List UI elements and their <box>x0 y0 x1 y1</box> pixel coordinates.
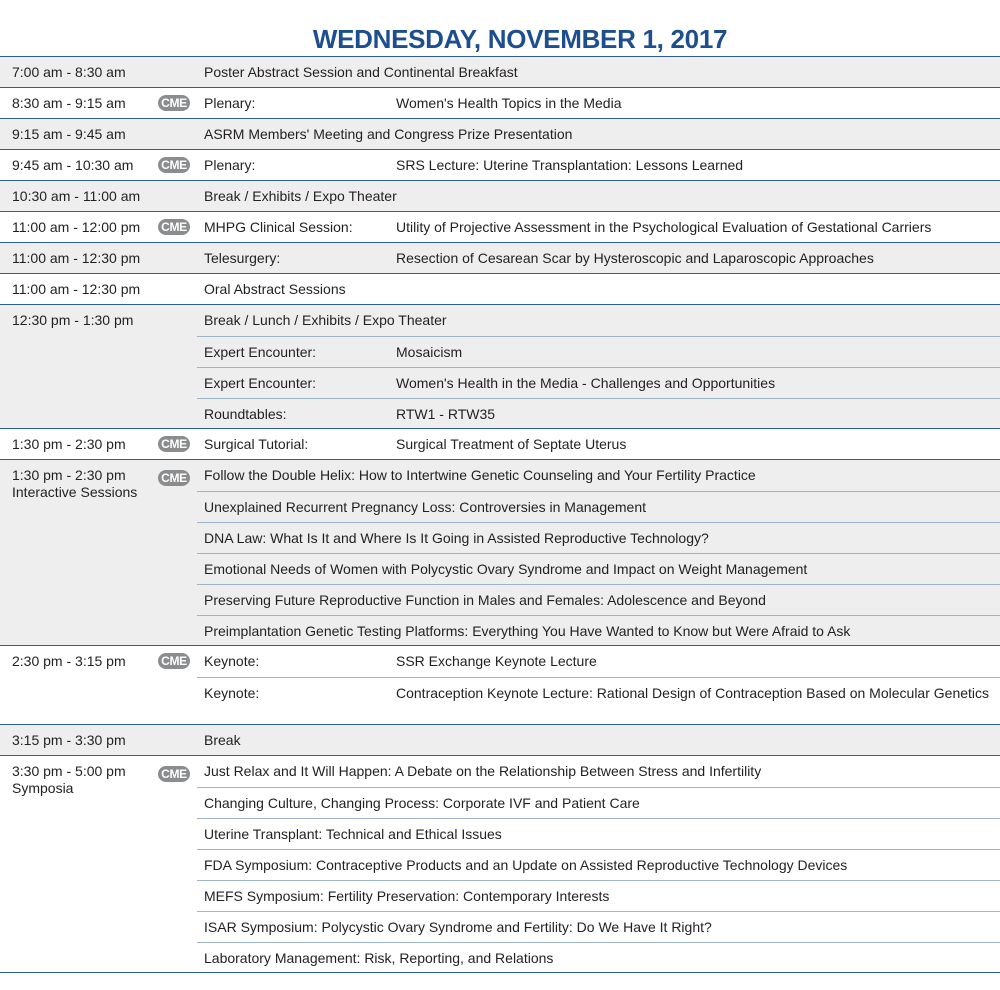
page-title: WEDNESDAY, NOVEMBER 1, 2017 <box>312 24 728 54</box>
time-block <box>0 119 1000 150</box>
session-row <box>0 181 1000 212</box>
session-row <box>197 584 1000 615</box>
session-type: Roundtables: <box>204 406 287 422</box>
session-row <box>0 305 1000 336</box>
session-title: Just Relax and It Will Happen: A Debate on the Relationship Between Stress and Infertility <box>204 763 762 779</box>
time-slot <box>12 188 140 205</box>
session-title: Follow the Double Helix: How to Intertwine Genetic Counseling and Your Fertility Practice <box>204 467 756 483</box>
time-block <box>0 212 1000 243</box>
session-description: Mosaicism <box>396 344 463 360</box>
time-block <box>0 181 1000 212</box>
session-title: Emotional Needs of Women with Polycystic Ovary Syndrome and Impact on Weight Management <box>204 561 808 577</box>
cme-badge: CME <box>158 157 190 173</box>
session-title: FDA Symposium: Contraceptive Products and an Update on Assisted Reproductive Technology Devices <box>204 857 848 873</box>
session-title: Changing Culture, Changing Process: Corporate IVF and Patient Care <box>204 795 640 811</box>
session-row <box>197 942 1000 973</box>
time-slot <box>12 157 133 174</box>
time-range: 2:30 pm - 3:15 pm <box>12 653 126 669</box>
cme-badge: CME <box>158 219 190 235</box>
session-description: Resection of Cesarean Scar by Hysteroscopic and Laparoscopic Approaches <box>396 250 874 266</box>
cme-badge: CME <box>158 436 190 452</box>
session-row <box>197 818 1000 849</box>
session-description: SRS Lecture: Uterine Transplantation: Lessons Learned <box>396 157 744 173</box>
time-slot <box>12 653 126 670</box>
time-range: 1:30 pm - 2:30 pm <box>12 467 126 483</box>
session-title: ISAR Symposium: Polycystic Ovary Syndrome and Fertility: Do We Have It Right? <box>204 919 712 935</box>
time-block <box>0 57 1000 88</box>
time-slot <box>12 64 126 81</box>
session-row <box>197 522 1000 553</box>
session-type: MHPG Clinical Session: <box>204 219 353 235</box>
time-range: 3:30 pm - 5:00 pm <box>12 763 126 779</box>
session-row <box>0 150 1000 181</box>
schedule-table <box>0 56 1000 973</box>
time-range: 1:30 pm - 2:30 pm <box>12 436 126 452</box>
session-row <box>0 57 1000 88</box>
session-row <box>0 460 1000 491</box>
time-range: 11:00 am - 12:30 pm <box>12 250 141 266</box>
session-type: Plenary: <box>204 157 256 173</box>
session-row <box>197 367 1000 398</box>
time-block <box>0 274 1000 305</box>
time-range: 9:45 am - 10:30 am <box>12 157 134 173</box>
time-range: 11:00 am - 12:30 pm <box>12 281 141 297</box>
session-type: Keynote: <box>204 685 260 701</box>
time-slot <box>12 219 140 236</box>
time-slot <box>12 312 133 329</box>
session-description: Women's Health in the Media - Challenges and Opportunities <box>396 375 776 391</box>
session-row <box>0 88 1000 119</box>
cme-badge: CME <box>158 95 190 111</box>
session-type: Expert Encounter: <box>204 344 317 360</box>
session-row <box>197 398 1000 429</box>
session-type: Surgical Tutorial: <box>204 436 309 452</box>
cme-badge: CME <box>158 470 190 486</box>
session-row <box>197 336 1000 367</box>
cme-badge: CME <box>158 766 190 782</box>
session-type: Plenary: <box>204 95 256 111</box>
session-row <box>197 911 1000 942</box>
time-range: 9:15 am - 9:45 am <box>12 126 126 142</box>
time-block <box>0 305 1000 429</box>
session-title: MEFS Symposium: Fertility Preservation: Contemporary Interests <box>204 888 610 904</box>
session-row <box>197 849 1000 880</box>
time-range: 12:30 pm - 1:30 pm <box>12 312 134 328</box>
time-slot <box>12 732 126 749</box>
time-slot <box>12 436 126 453</box>
time-block <box>0 756 1000 973</box>
session-type: Telesurgery: <box>204 250 281 266</box>
session-description: Surgical Treatment of Septate Uterus <box>396 436 627 452</box>
session-row <box>0 243 1000 274</box>
time-range: 10:30 am - 11:00 am <box>12 188 141 204</box>
time-block <box>0 243 1000 274</box>
session-title: Laboratory Management: Risk, Reporting, and Relations <box>204 950 554 966</box>
session-title: Break / Exhibits / Expo Theater <box>204 188 397 204</box>
session-title: Break <box>204 732 241 748</box>
time-slot <box>12 250 140 267</box>
session-title: Unexplained Recurrent Pregnancy Loss: Controversies in Management <box>204 499 647 515</box>
session-category: Symposia <box>12 780 74 796</box>
session-type: Expert Encounter: <box>204 375 317 391</box>
time-block <box>0 429 1000 460</box>
session-row <box>0 212 1000 243</box>
session-row <box>197 491 1000 522</box>
session-title: Preserving Future Reproductive Function in Males and Females: Adolescence and Beyond <box>204 592 766 608</box>
time-range: 8:30 am - 9:15 am <box>12 95 126 111</box>
session-description: Women's Health Topics in the Media <box>396 95 622 111</box>
session-description: Utility of Projective Assessment in the Psychological Evaluation of Gestational Carriers <box>396 219 932 235</box>
session-title: DNA Law: What Is It and Where Is It Going in Assisted Reproductive Technology? <box>204 530 709 546</box>
session-row <box>0 274 1000 305</box>
session-row <box>197 677 1000 725</box>
time-slot <box>12 763 126 797</box>
session-row <box>0 119 1000 150</box>
session-row <box>0 756 1000 787</box>
session-title: Break / Lunch / Exhibits / Expo Theater <box>204 312 447 328</box>
session-title: Oral Abstract Sessions <box>204 281 346 297</box>
time-slot <box>12 281 140 298</box>
time-block <box>0 646 1000 725</box>
session-title: Poster Abstract Session and Continental Breakfast <box>204 64 518 80</box>
session-row <box>197 787 1000 818</box>
session-row <box>197 553 1000 584</box>
session-title: ASRM Members' Meeting and Congress Prize Presentation <box>204 126 573 142</box>
time-block <box>0 88 1000 119</box>
session-row <box>0 725 1000 756</box>
session-row <box>0 646 1000 677</box>
session-title: Preimplantation Genetic Testing Platforms: Everything You Have Wanted to Know but Were Afraid to Ask <box>204 623 851 639</box>
cme-badge: CME <box>158 653 190 669</box>
time-range: 7:00 am - 8:30 am <box>12 64 126 80</box>
time-range: 11:00 am - 12:00 pm <box>12 219 141 235</box>
time-block <box>0 460 1000 646</box>
time-slot <box>12 95 126 112</box>
session-category: Interactive Sessions <box>12 484 138 500</box>
time-range: 3:15 pm - 3:30 pm <box>12 732 126 748</box>
session-row <box>197 880 1000 911</box>
session-row <box>197 615 1000 646</box>
session-description: SSR Exchange Keynote Lecture <box>396 653 597 669</box>
session-type: Keynote: <box>204 653 260 669</box>
session-title: Uterine Transplant: Technical and Ethical Issues <box>204 826 502 842</box>
session-description: RTW1 - RTW35 <box>396 406 496 422</box>
time-block <box>0 150 1000 181</box>
time-block <box>0 725 1000 756</box>
time-slot <box>12 467 137 501</box>
time-slot <box>12 126 126 143</box>
session-row <box>0 429 1000 460</box>
session-description: Contraception Keynote Lecture: Rational Design of Contraception Based on Molecular Genetics <box>396 685 990 701</box>
